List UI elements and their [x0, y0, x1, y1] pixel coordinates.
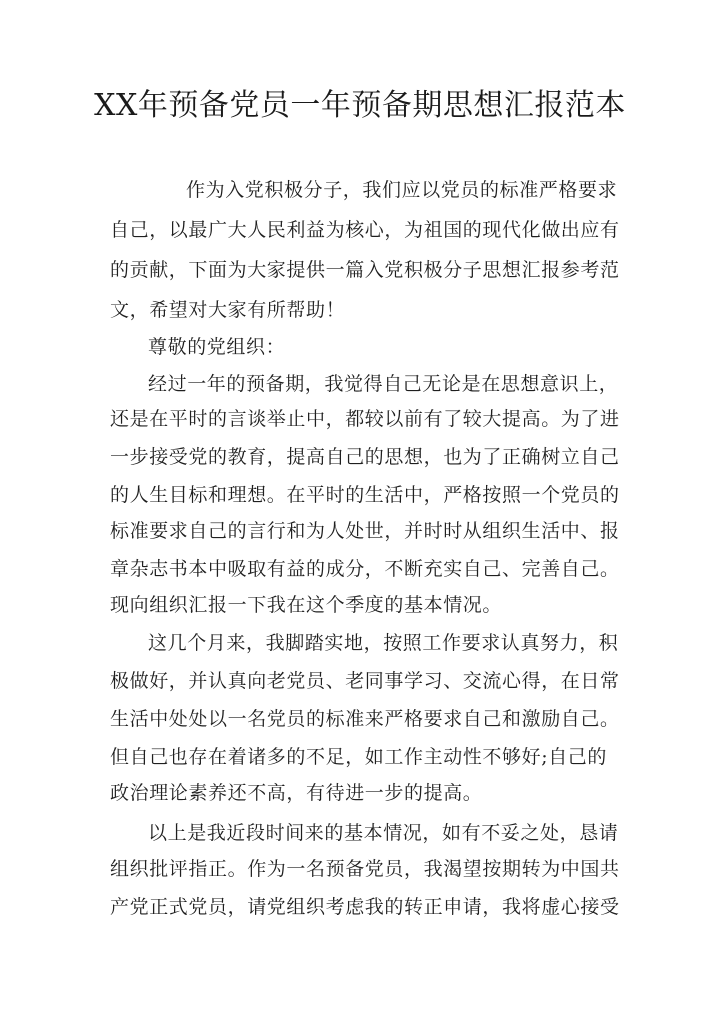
paragraph-line: 一步接受党的教育，提高自己的思想，也为了正确树立自己 — [110, 446, 620, 468]
paragraph-line: 还是在平时的言谈举止中，都较以前有了较大提高。为了进 — [110, 408, 620, 430]
paragraph-line: 现向组织汇报一下我在这个季度的基本情况。 — [110, 594, 503, 616]
paragraph-line: 极做好，并认真向老党员、老同事学习、交流心得，在日常 — [110, 670, 620, 692]
paragraph-line: 文，希望对大家有所帮助！ — [110, 299, 346, 321]
paragraph-line: 的人生目标和理想。在平时的生活中，严格按照一个党员的 — [110, 484, 620, 506]
paragraph-line: 自己，以最广大人民利益为核心，为祖国的现代化做出应有 — [110, 219, 620, 241]
paragraph-line: 产党正式党员，请党组织考虑我的转正申请，我将虚心接受 — [110, 896, 620, 918]
paragraph-line: 的贡献，下面为大家提供一篇入党积极分子思想汇报参考范 — [110, 259, 620, 281]
paragraph-line: 以上是我近段时间来的基本情况，如有不妥之处，恳请 — [148, 822, 619, 844]
paragraph-line: 组织批评指正。作为一名预备党员，我渴望按期转为中国共 — [110, 858, 620, 880]
paragraph-line: 这几个月来，我脚踏实地，按照工作要求认真努力，积 — [148, 632, 619, 654]
paragraph-line: 生活中处处以一名党员的标准来严格要求自己和激励自己。 — [110, 708, 620, 730]
document-title: XX年预备党员一年预备期思想汇报范本 — [94, 88, 626, 123]
paragraph-line: 政治理论素养还不高，有待进一步的提高。 — [110, 782, 483, 804]
paragraph-line: 经过一年的预备期，我觉得自己无论是在思想意识上， — [148, 373, 619, 395]
paragraph-line: 标准要求自己的言行和为人处世，并时时从组织生活中、报 — [110, 520, 620, 542]
salutation-line: 尊敬的党组织： — [148, 336, 286, 358]
paragraph-line: 但自己也存在着诸多的不足，如工作主动性不够好;自己的 — [110, 746, 608, 768]
paragraph-line: 作为入党积极分子，我们应以党员的标准严格要求 — [186, 179, 618, 201]
paragraph-line: 章杂志书本中吸取有益的成分，不断充实自己、完善自己。 — [110, 558, 620, 580]
